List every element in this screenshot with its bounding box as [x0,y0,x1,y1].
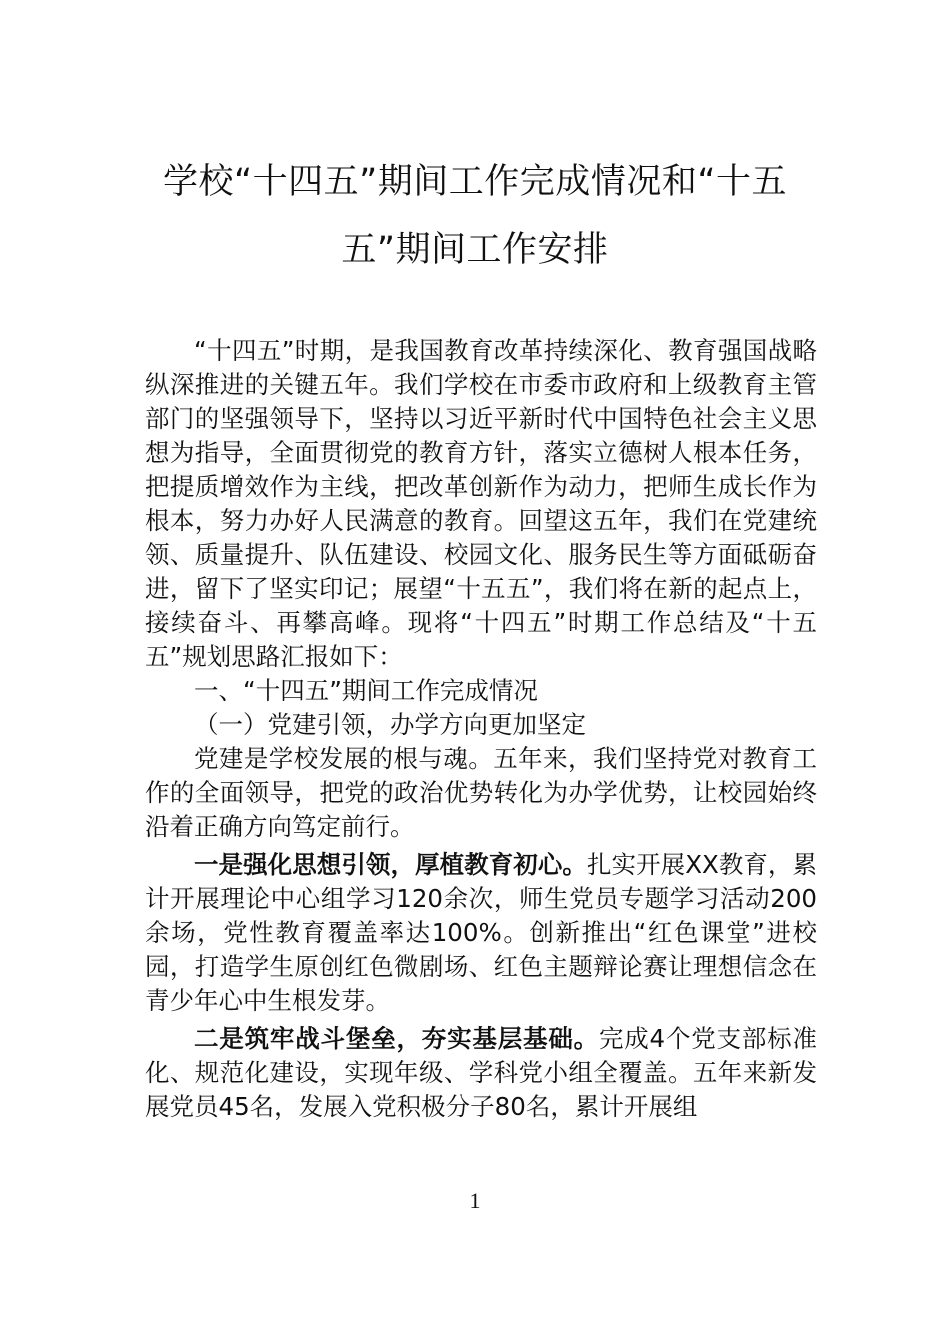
point-lead-2: 二是筑牢战斗堡垒，夯实基层基础。 [194,1024,599,1053]
document-body [145,334,817,1124]
point-text-2: 完成4个党支部标准化、规范化建设，实现年级、学科党小组全覆盖。五年来新发展党员45名，发展入党积极分子80名，累计开展组 [145,1024,817,1121]
subsection-heading: （一）党建引领，办学方向更加坚定 [194,710,586,739]
intro-paragraph: “十四五”时期，是我国教育改革持续深化、教育强国战略纵深推进的关键五年。我们学校在市委市政府和上级教育主管部门的坚强领导下，坚持以习近平新时代中国特色社会主义思想为指导，全面贯彻党的教育方针，落实立德树人根本任务，把提质增效作为主线，把改革创新作为动力，把师生成长作为根本，努力办好人民满意的教育。回望这五年，我们在党建统领、质量提升、队伍建设、校园文化、服务民生等方面砥砺奋进，留下了坚实印记；展望“十五五”，我们将在新的起点上，接续奋斗、再攀高峰。现将“十四五”时期工作总结及“十五五”规划思路汇报如下： [145,336,817,671]
point-lead-1: 一是强化思想引领，厚植教育初心。 [194,850,587,879]
point-paragraph-2 [145,1022,817,1124]
point-paragraph-1 [145,848,817,1018]
subsection-paragraph: 党建是学校发展的根与魂。五年来，我们坚持党对教育工作的全面领导，把党的政治优势转化为办学优势，让校园始终沿着正确方向笃定前行。 [145,744,817,841]
document-title: 学校“十四五”期间工作完成情况和“十五五”期间工作安排 [163,162,787,270]
section-heading: 一、“十四五”期间工作完成情况 [194,676,538,705]
point-text-1: 扎实开展XX教育，累计开展理论中心组学习120余次，师生党员专题学习活动200余场，党性教育覆盖率达100%。创新推出“红色课堂”进校园，打造学生原创红色微剧场、红色主题辩论赛让理想信念在青少年心中生根发芽。 [145,850,817,1015]
page-number: 1 [469,1188,481,1213]
